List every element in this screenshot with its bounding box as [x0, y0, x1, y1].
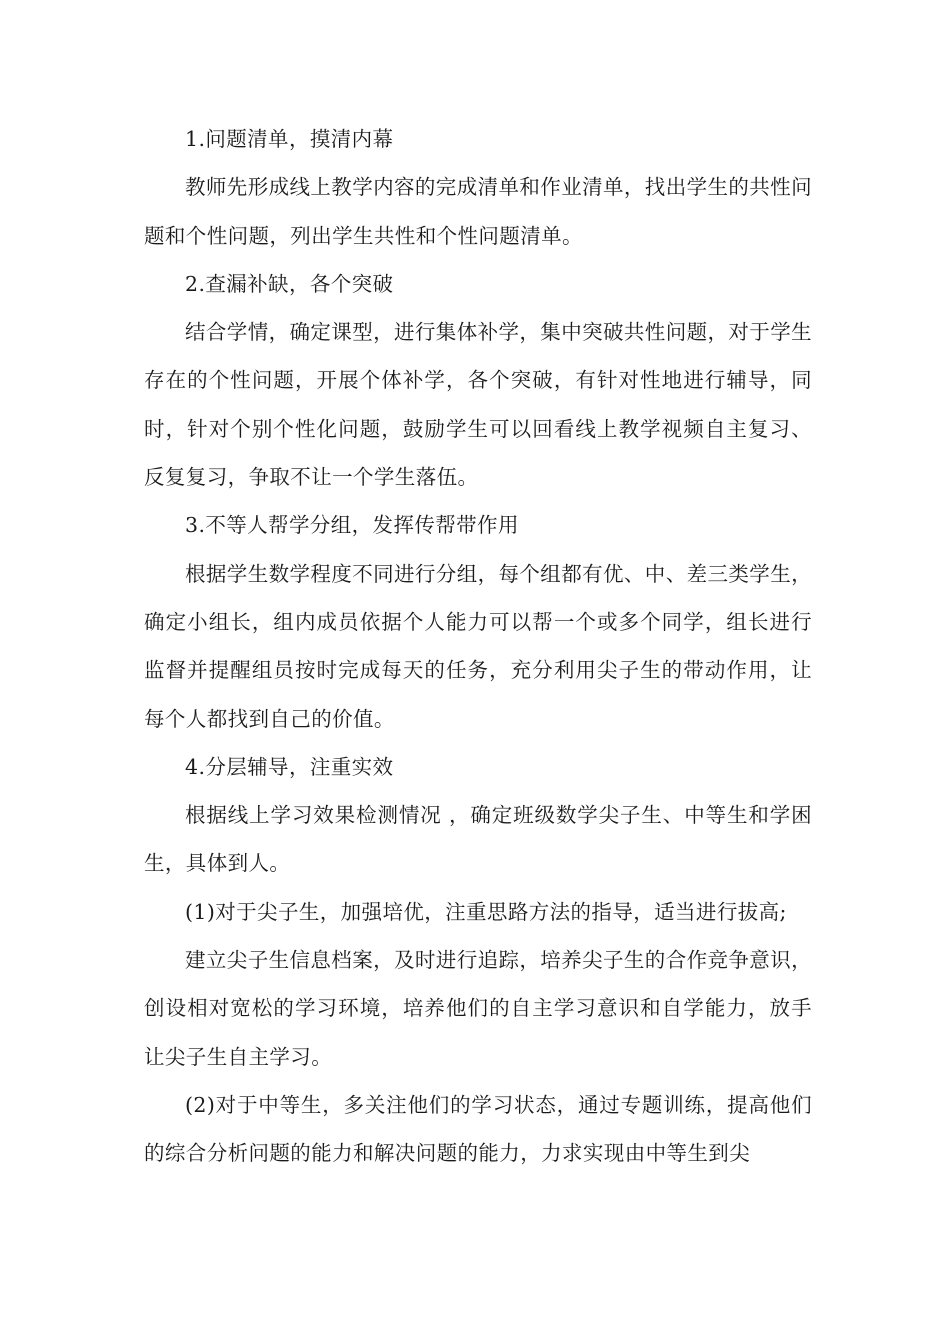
paragraph: 根据线上学习效果检测情况 ，确定班级数学尖子生、中等生和学困生，具体到人。 [144, 803, 812, 876]
paragraph: (2)对于中等生，多关注他们的学习状态，通过专题训练，提高他们的综合分析问题的能力和解决问题的能力，力求实现由中等生到尖 [144, 1092, 812, 1166]
section-heading: 4.分层辅导，注重实效 [185, 754, 394, 779]
paragraph: 结合学情，确定课型，进行集体补学，集中突破共性问题，对于学生存在的个性问题，开展个体补学，各个突破，有针对性地进行辅导，同时，针对个别个性化问题，鼓励学生可以回看线上教学视频自主复习、反复复习，争取不让一个学生落伍。 [144, 320, 812, 490]
paragraph: 教师先形成线上教学内容的完成清单和作业清单，找出学生的共性问题和个性问题，列出学生共性和个性问题清单。 [144, 175, 812, 248]
document-body [144, 115, 812, 1178]
paragraph: 根据学生数学程度不同进行分组，每个组都有优、中、差三类学生，确定小组长，组内成员依据个人能力可以帮一个或多个同学，组长进行监督并提醒组员按时完成每天的任务，充分利用尖子生的带动作用，让每个人都找到自己的价值。 [144, 561, 812, 731]
paragraph: (1)对于尖子生，加强培优，注重思路方法的指导，适当进行拔高; [185, 899, 787, 924]
section-heading: 2.查漏补缺，各个突破 [185, 271, 394, 296]
section-heading: 3.不等人帮学分组，发挥传帮带作用 [185, 513, 519, 538]
paragraph: 建立尖子生信息档案，及时进行追踪，培养尖子生的合作竞争意识，创设相对宽松的学习环境，培养他们的自主学习意识和自学能力，放手让尖子生自主学习。 [144, 948, 812, 1069]
section-heading: 1.问题清单，摸清内幕 [185, 127, 394, 151]
